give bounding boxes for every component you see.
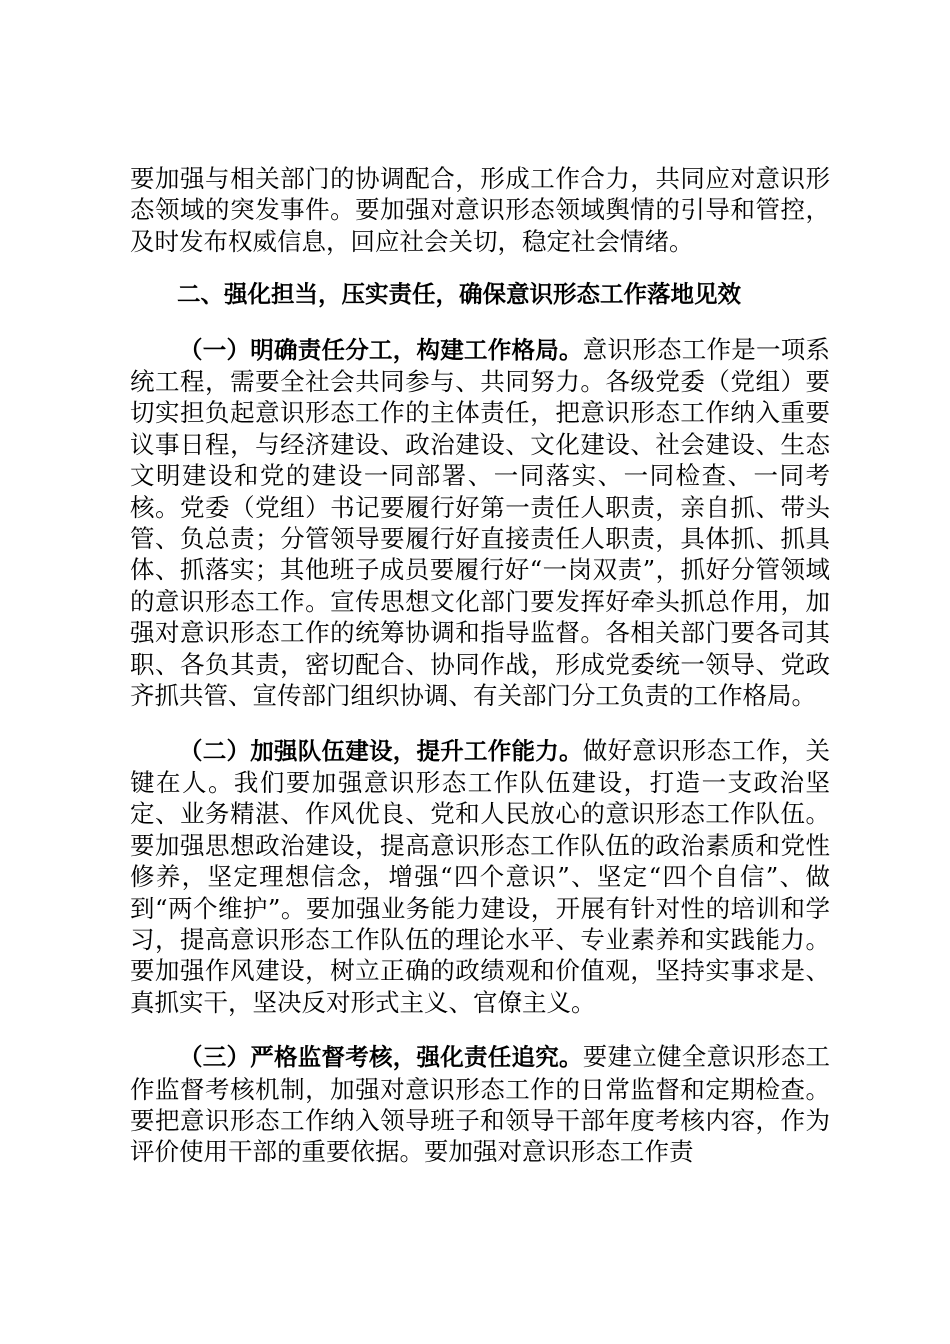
document-page bbox=[130, 163, 830, 1168]
paragraph-continuation: 要加强与相关部门的协调配合，形成工作合力，共同应对意识形态领域的突发事件。要加强对意识形态领域舆情的引导和管控，及时发布权威信息，回应社会关切，稳定社会情绪。 bbox=[130, 164, 830, 256]
section-heading: 二、强化担当，压实责任，确保意识形态工作落地见效 bbox=[177, 280, 741, 309]
subsection-3-title: （三）严格监督考核，强化责任追究。 bbox=[179, 1043, 583, 1072]
subsection-1-title: （一）明确责任分工，构建工作格局。 bbox=[179, 335, 583, 364]
subsection-1 bbox=[130, 334, 830, 712]
subsection-1-body: 意识形态工作是一项系统工程，需要全社会共同参与、共同努力。各级党委（党组）要切实担负起意识形态工作的主体责任，把意识形态工作纳入重要议事日程，与经济建设、政治建设、文化建设、社会建设、生态文明建设和党的建设一同部署、一同落实、一同检查、一同考核。党委（党组）书记要履行好第一责任人职责，亲自抓、带头管、负总责；分管领导要履行好直接责任人职责，具体抓、抓具体、抓落实；其他班子成员要履行好“一岗双责”，抓好分管领域的意识形态工作。宣传思想文化部门要发挥好牵头抓总作用，加强对意识形态工作的统筹协调和指导监督。各相关部门要各司其职、各负其责，密切配合、协同作战，形成党委统一领导、党政齐抓共管、宣传部门组织协调、有关部门分工负责的工作格局。 bbox=[130, 334, 830, 711]
subsection-2 bbox=[130, 735, 830, 1019]
subsection-2-body: 做好意识形态工作，关键在人。我们要加强意识形态工作队伍建设，打造一支政治坚定、业务精湛、作风优良、党和人民放心的意识形态工作队伍。要加强思想政治建设，提高意识形态工作队伍的政治素质和党性修养，坚定理想信念，增强“四个意识”、坚定“四个自信”、做到“两个维护”。要加强业务能力建设，开展有针对性的培训和学习，提高意识形态工作队伍的理论水平、专业素养和实践能力。要加强作风建设，树立正确的政绩观和价值观，坚持实事求是、真抓实干，坚决反对形式主义、官僚主义。 bbox=[130, 735, 830, 1017]
subsection-3-body: 要建立健全意识形态工作监督考核机制，加强对意识形态工作的日常监督和定期检查。要把意识形态工作纳入领导班子和领导干部年度考核内容，作为评价使用干部的重要依据。要加强对意识形态工作责 bbox=[130, 1042, 830, 1167]
subsection-3 bbox=[130, 1041, 830, 1168]
subsection-2-title: （二）加强队伍建设，提升工作能力。 bbox=[179, 736, 583, 765]
